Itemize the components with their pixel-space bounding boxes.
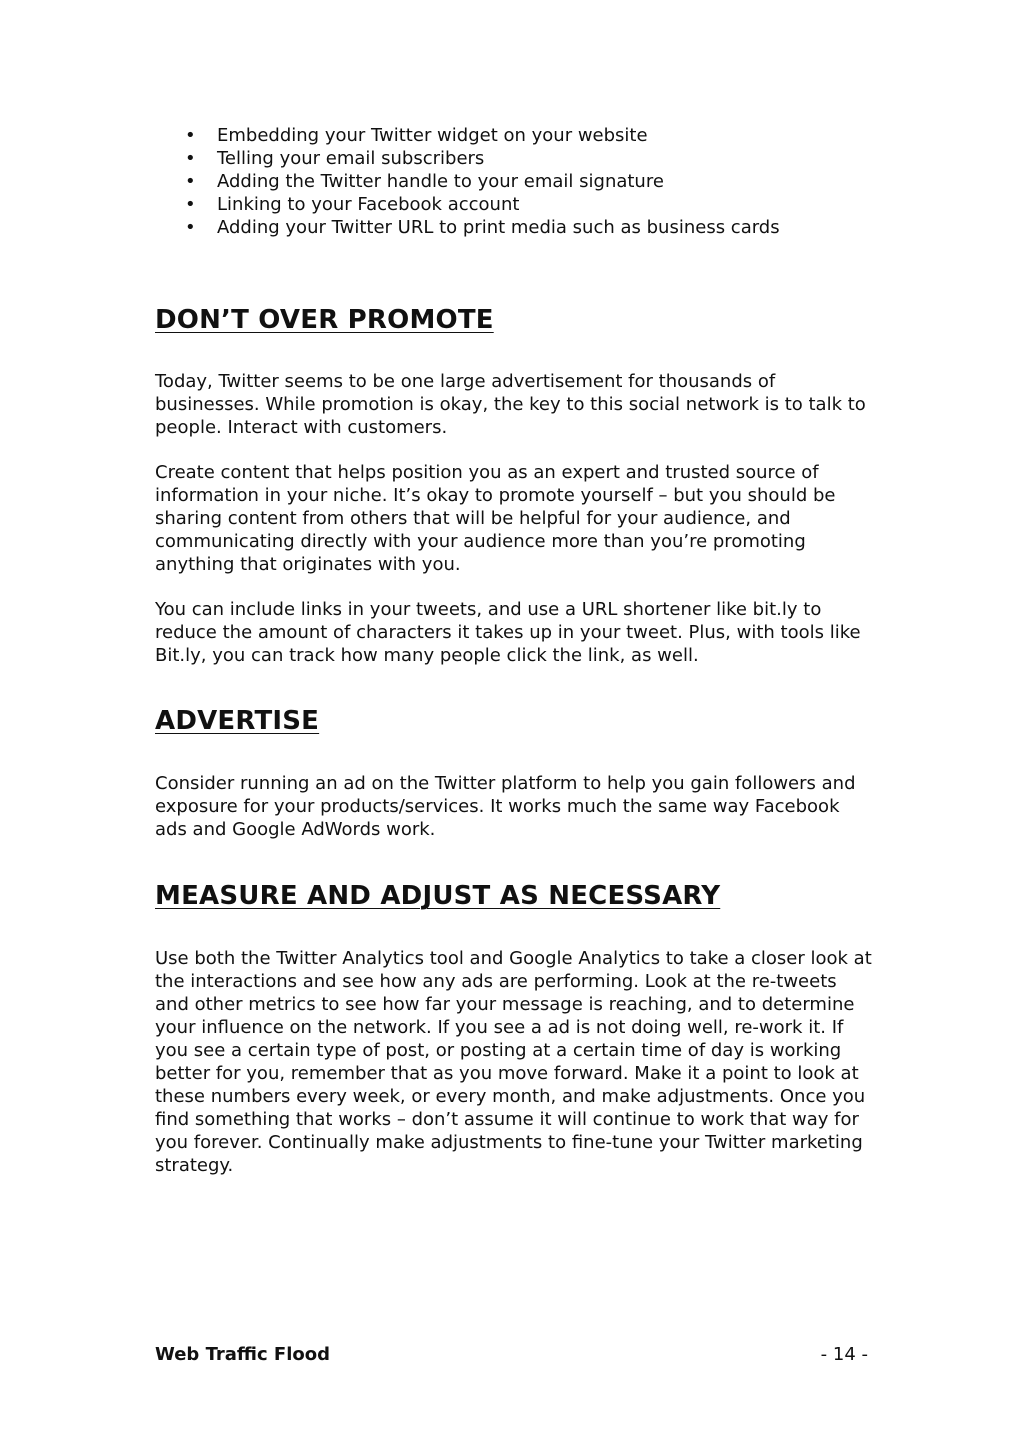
list-item: • Linking to your Facebook account xyxy=(185,194,520,215)
bullet-icon: • xyxy=(185,171,196,192)
paragraph: You can include links in your tweets, and use a URL shortener like bit.ly to reduce the amount of characters it takes up in your tweet. Plus, with tools like Bit.ly, you can track how many people click the link, as well. xyxy=(155,599,861,666)
list-item: • Adding the Twitter handle to your email signature xyxy=(185,171,664,192)
paragraph: Today, Twitter seems to be one large advertisement for thousands of businesses. While promotion is okay, the key to this social network is to talk to people. Interact with customers. xyxy=(155,371,866,438)
paragraph: Create content that helps position you as an expert and trusted source of information in your niche. It’s okay to promote yourself – but you should be sharing content from others that will be helpful for your audience, and communicating directly with your audience more than you’re promoting anything that originates with you. xyxy=(155,462,836,575)
page-footer xyxy=(155,1343,868,1366)
bullet-icon: • xyxy=(185,148,196,169)
page-number: - 14 - xyxy=(820,1344,868,1365)
paragraph: Consider running an ad on the Twitter platform to help you gain followers and exposure for your products/services. It works much the same way Facebook ads and Google AdWords work. xyxy=(155,773,856,840)
section-heading-measure-and-adjust: MEASURE AND ADJUST AS NECESSARY xyxy=(155,881,721,911)
bullet-icon: • xyxy=(185,217,196,238)
list-item: • Embedding your Twitter widget on your website xyxy=(185,125,648,146)
paragraph: Use both the Twitter Analytics tool and Google Analytics to take a closer look at the interactions and see how any ads are performing. Look at the re-tweets and other metrics to see how far your message is reaching, and to determine your influence on the network. If you see a ad is not doing well, re-work it. If you see a certain type of post, or posting at a certain time of day is working better for you, remember that as you move forward. Make it a point to look at these numbers every week, or every month, and make adjustments. Once you find something that works – don’t assume it will continue to work that way for you forever. Continually make adjustments to fine-tune your Twitter marketing strategy. xyxy=(155,948,872,1176)
section-heading-dont-over-promote: DON’T OVER PROMOTE xyxy=(155,305,494,335)
list-item: • Adding your Twitter URL to print media such as business cards xyxy=(185,217,780,238)
page-body xyxy=(155,124,875,1177)
bullet-icon: • xyxy=(185,194,196,215)
bullet-icon: • xyxy=(185,125,196,146)
section-heading-advertise: ADVERTISE xyxy=(155,706,320,736)
promotion-bullet-list xyxy=(155,124,875,239)
footer-title: Web Traffic Flood xyxy=(155,1344,330,1365)
list-item: • Telling your email subscribers xyxy=(185,148,485,169)
